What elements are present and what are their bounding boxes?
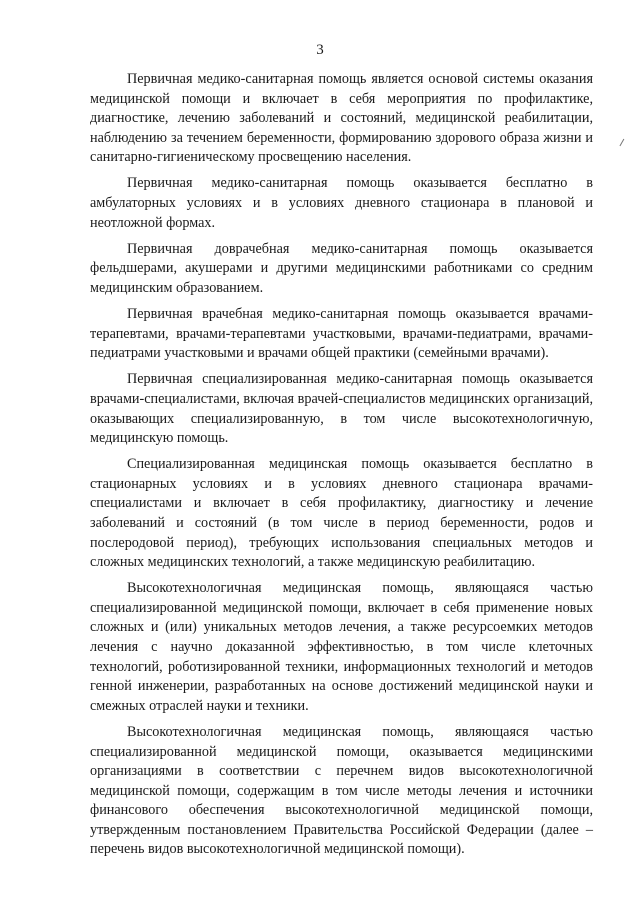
paragraph: Первичная медико-санитарная помощь является основой системы оказания медицинской помощи и включает в себя мероприятия по профилактике, диагностике, лечению заболеваний и состояний, медицинской реабилитации, наблюдению за течением беременности, формированию здорового образа жизни и санитарно-гигиеническому просвещению населения. — [90, 71, 593, 166]
paragraph: Первичная доврачебная медико-санитарная помощь оказывается фельдшерами, акушерами и другими медицинскими работниками со средним медицинским образованием. — [90, 240, 593, 296]
paragraph: Высокотехнологичная медицинская помощь, являющаяся частью специализированной медицинской помощи, оказывается медицинскими организациями в соответствии с перечнем видов высокотехнологичной медицинской помощи, содержащим в том числе методы лечения и источники финансового обеспечения высокотехнологичной медицинской помощи, утвержденным постановлением Правительства Российской Федерации (далее – перечень видов высокотехнологичной медицинской помощи). — [90, 723, 593, 858]
document-body — [90, 70, 593, 867]
paragraph: Высокотехнологичная медицинская помощь, являющаяся частью специализированной медицинской помощи, включает в себя применение новых сложных и (или) уникальных методов лечения, а также ресурсоемких методов лечения с научно доказанной эффективностью, в том числе клеточных технологий, роботизированной техники, информационных технологий и методов генной инженерии, разработанных на основе достижений медицинской науки и смежных отраслей науки и техники. — [90, 580, 593, 714]
paragraph: Специализированная медицинская помощь оказывается бесплатно в стационарных условиях и в условиях дневного стационара врачами-специалистами и включает в себя профилактику, диагностику и лечение заболеваний и состояний (в том числе в период беременности, родов и послеродовой период), требующих использования специальных методов и сложных медицинских технологий, а также медицинскую реабилитацию. — [90, 456, 593, 571]
paragraph: Первичная специализированная медико-санитарная помощь оказывается врачами-специалистами, включая врачей-специалистов медицинских организаций, оказывающих специализированную, в том числе высокотехнологичную, медицинскую помощь. — [90, 371, 593, 447]
page-number: 3 — [316, 42, 324, 58]
paragraph: Первичная врачебная медико-санитарная помощь оказывается врачами-терапевтами, врачами-терапевтами участковыми, врачами-педиатрами, врачами-педиатрами участковыми и врачами общей практики (семейными врачами). — [90, 306, 593, 362]
margin-pen-mark — [619, 139, 629, 149]
paragraph: Первичная медико-санитарная помощь оказывается бесплатно в амбулаторных условиях и в условиях дневного стационара в плановой и неотложной формах. — [90, 175, 593, 231]
